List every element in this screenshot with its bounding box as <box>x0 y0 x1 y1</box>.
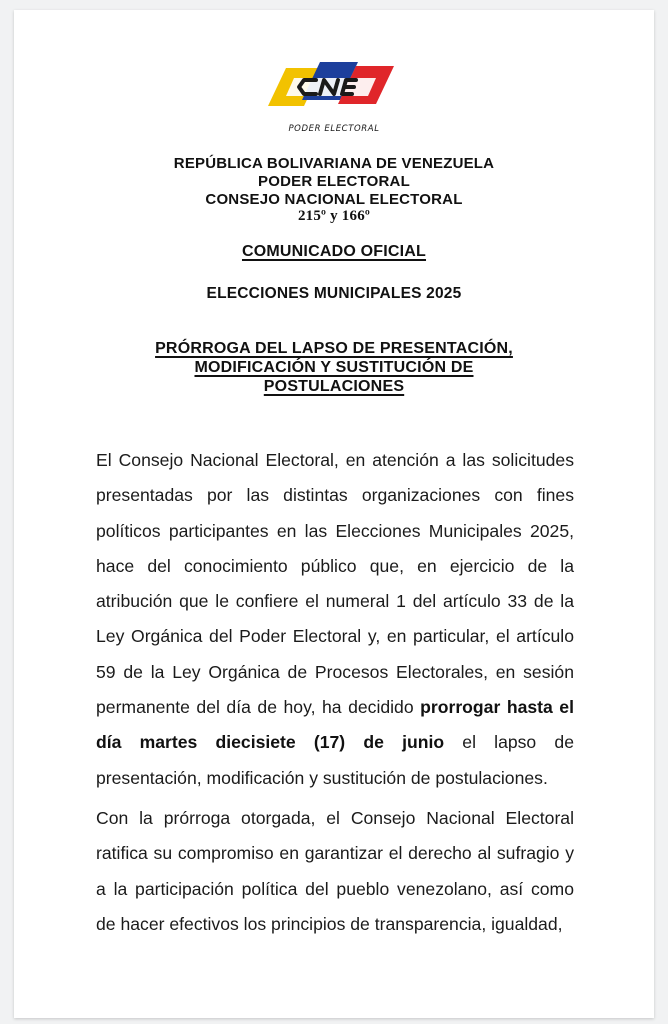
header-years: 215º y 166º <box>297 208 371 224</box>
header-council: CONSEJO NACIONAL ELECTORAL <box>205 191 463 208</box>
header-power: PODER ELECTORAL <box>258 173 410 190</box>
subject-line-3-text: POSTULACIONES <box>263 378 405 395</box>
cne-logo-mark <box>264 56 404 122</box>
subject-line-2 <box>0 358 668 377</box>
subject-line-3 <box>0 377 668 396</box>
header-country: REPÚBLICA BOLIVARIANA DE VENEZUELA <box>173 155 495 172</box>
communique-title-text: COMUNICADO OFICIAL <box>241 243 427 260</box>
election-title: ELECCIONES MUNICIPALES 2025 <box>206 285 462 302</box>
subject-line-1 <box>0 339 668 358</box>
paragraph-2: Con la prórroga otorgada, el Consejo Nacional Electoral ratifica su compromiso en garantizar el derecho al sufragio y a la participación política del pueblo venezolano, así como de hacer efectivos los principios de transparencia, igualdad, <box>96 808 574 934</box>
paragraph-1-part-2: el lapso de presentación, modificación y sustitución de postulaciones. <box>96 732 574 788</box>
paragraph-1 <box>96 443 574 796</box>
subject-line-2-text: MODIFICACIÓN Y SUSTITUCIÓN DE <box>194 359 474 376</box>
subject-line-1-text: PRÓRROGA DEL LAPSO DE PRESENTACIÓN, <box>155 340 513 357</box>
paragraph-1-bold: prorrogar hasta el día martes diecisiete (17) de junio <box>96 697 574 753</box>
logo-caption: PODER ELECTORAL <box>288 124 380 134</box>
communique-title <box>0 242 668 261</box>
paragraph-1-part-1: El Consejo Nacional Electoral, en atención a las solicitudes presentadas por las distintas organizaciones con fines políticos participantes en las Elecciones Municipales 2025, hace del conocimiento público que, en ejercicio de la atribución que le confiere el numeral 1 del artículo 33 de la Ley Orgánica del Poder Electoral y, en particular, el artículo 59 de la Ley Orgánica de Procesos Electorales, en sesión permanente del día de hoy, ha decidido <box>96 450 574 718</box>
cne-logo <box>264 56 404 144</box>
